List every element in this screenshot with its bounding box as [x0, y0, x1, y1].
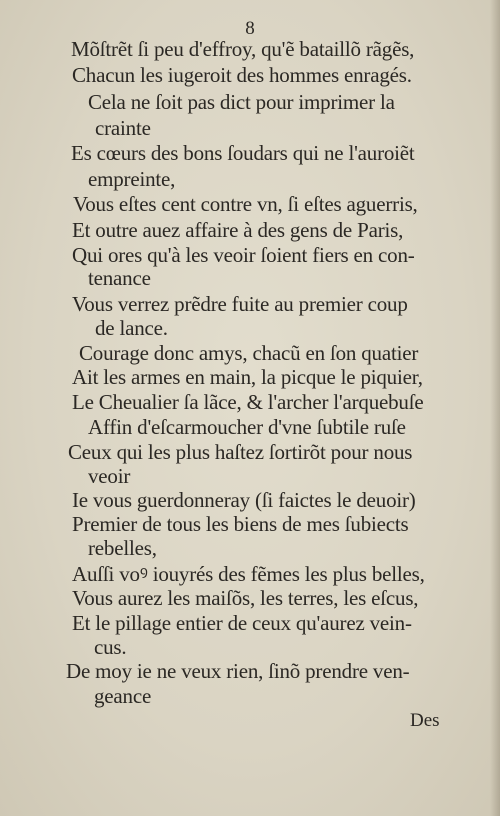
catchword: Des: [410, 710, 440, 731]
verse-line: empreinte,: [88, 167, 176, 191]
page-edge-shadow: [490, 0, 500, 816]
verse-line: Vous verrez prẽdre fuite au premier coup: [72, 292, 408, 316]
verse-line: tenance: [88, 266, 151, 290]
verse-line: geance: [94, 684, 152, 708]
verse-line: Ie vous guerdonneray (ſi faictes le deuoir): [72, 488, 416, 512]
verse-line: Mõſtrẽt ſi peu d'effroy, qu'ẽ bataillõ rãgẽs,: [71, 37, 415, 61]
verse-line: cus.: [94, 635, 127, 659]
verse-line: Et le pillage entier de ceux qu'aurez vein-: [72, 611, 412, 635]
verse-line: De moy ie ne veux rien, ſinõ prendre ven-: [66, 659, 410, 683]
verse-line: Courage donc amys, chacũ en ſon quatier: [79, 341, 419, 365]
verse-line: veoir: [88, 464, 131, 488]
verse-line: Chacun les iugeroit des hommes enragés.: [72, 63, 412, 87]
verse-line: Auſſi voꝰ iouyrés des fẽmes les plus belles,: [72, 562, 425, 586]
page-number: 8: [245, 18, 255, 39]
verse-line: Affin d'eſcarmoucher d'vne ſubtile ruſe: [88, 415, 406, 439]
verse-line: de lance.: [95, 316, 168, 340]
verse-line: rebelles,: [88, 536, 157, 560]
verse-line: Es cœurs des bons ſoudars qui ne l'auroiẽt: [71, 141, 415, 165]
verse-line: Qui ores qu'à les veoir ſoient fiers en con-: [72, 243, 415, 267]
verse-line: Ait les armes en main, la picque le piquier,: [72, 365, 423, 389]
verse-line: crainte: [95, 116, 151, 140]
verse-line: Le Cheualier ſa lãce, & l'archer l'arquebuſe: [72, 390, 424, 414]
verse-line: Cela ne ſoit pas dict pour imprimer la: [88, 90, 395, 114]
verse-line: Et outre auez affaire à des gens de Paris,: [72, 218, 404, 242]
verse-line: Vous aurez les maiſõs, les terres, les eſcus,: [72, 586, 419, 610]
verse-line: Ceux qui les plus haſtez ſortirõt pour nous: [68, 440, 413, 464]
verse-line: Premier de tous les biens de mes ſubiects: [72, 512, 409, 536]
verse-line: Vous eſtes cent contre vn, ſi eſtes aguerris,: [73, 192, 418, 216]
